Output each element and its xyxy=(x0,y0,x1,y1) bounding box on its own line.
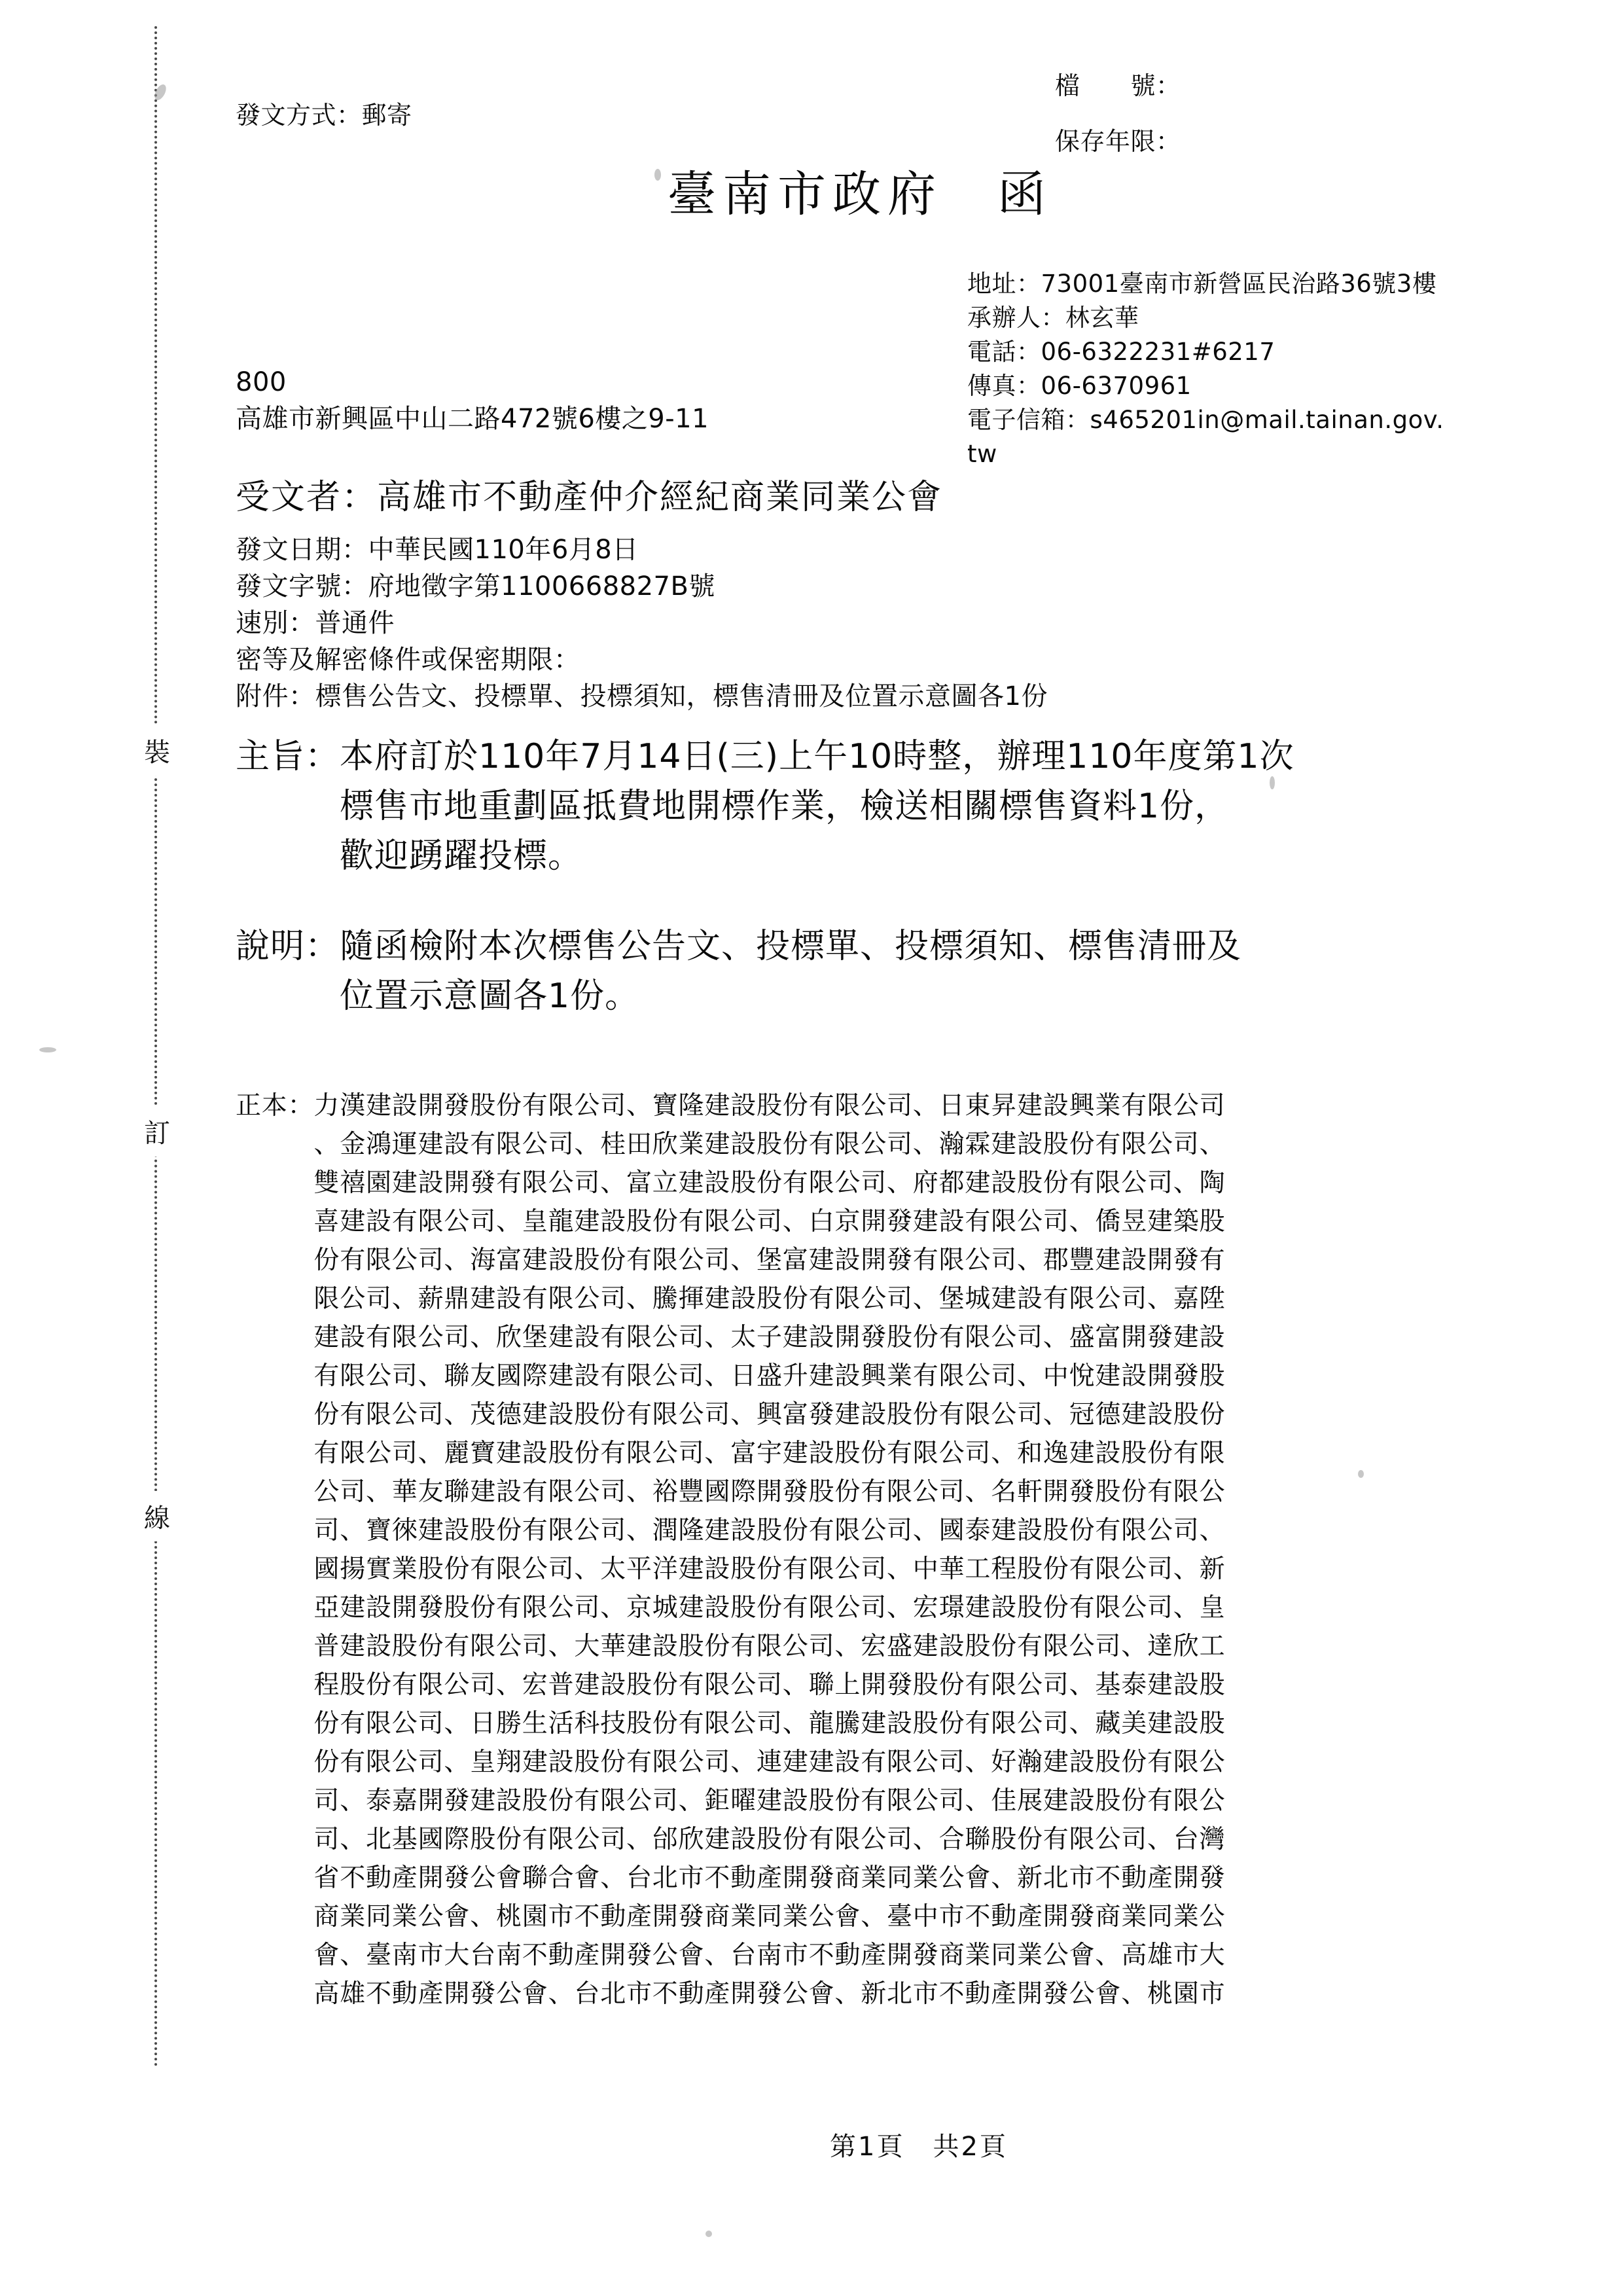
subject-line-1: 本府訂於110年7月14日(三)上午10時整，辦理110年度第1次 xyxy=(340,737,1294,776)
recipient-line: 受文者：高雄市不動產仲介經紀商業同業公會 xyxy=(236,478,943,517)
recipient-list-line: 有限公司、聯友國際建設有限公司、日盛升建設興業有限公司、中悅建設開發股 xyxy=(313,1361,1226,1391)
recipient-list-line: 公司、華友聯建設有限公司、裕豐國際開發股份有限公司、名軒開發股份有限公 xyxy=(313,1477,1226,1507)
recipient-address-line: 高雄市新興區中山二路472號6樓之9-11 xyxy=(236,404,709,434)
dispatch-number: 發文字號：府地徵字第1100668827B號 xyxy=(236,571,715,601)
document-meta-block xyxy=(236,531,1048,715)
recipient-list-line: 省不動產開發公會聯合會、台北市不動產開發商業同業公會、新北市不動產開發 xyxy=(313,1863,1226,1893)
recipient-list-line: 建設有限公司、欣堡建設有限公司、太子建設開發股份有限公司、盛富開發建設 xyxy=(313,1323,1226,1352)
recipient-list-line: 喜建設有限公司、皇龍建設股份有限公司、白京開發建設有限公司、僑昱建築股 xyxy=(313,1207,1226,1236)
scan-artifact xyxy=(654,169,661,181)
security-classification: 密等及解密條件或保密期限： xyxy=(236,645,580,675)
scan-artifact xyxy=(705,2231,712,2237)
original-copy-block xyxy=(236,1086,1558,2013)
recipient-list-line: 有限公司、麗寶建設股份有限公司、富宇建設股份有限公司、和逸建設股份有限 xyxy=(313,1439,1226,1468)
dispatch-date: 發文日期：中華民國110年6月8日 xyxy=(236,535,639,565)
explanation-line-2: 位置示意圖各1份。 xyxy=(340,977,640,1016)
recipient-list-line: 商業同業公會、桃園市不動產開發商業同業公會、臺中市不動產開發商業同業公 xyxy=(313,1902,1226,1931)
subject-label: 主旨： xyxy=(236,737,340,776)
original-copy-label: 正本： xyxy=(236,1091,314,1121)
file-number-label: 檔 號： xyxy=(1055,71,1181,100)
page-title: 臺南市政府 函 xyxy=(668,166,1052,223)
contact-email: 電子信箱：s465201in@mail.tainan.gov. xyxy=(967,406,1444,434)
page-number-footer: 第1頁 共2頁 xyxy=(830,2132,1008,2162)
dispatch-method-label: 發文方式：郵寄 xyxy=(236,101,412,130)
contact-block xyxy=(967,267,1444,471)
recipient-list-line: 力漢建設開發股份有限公司、寶隆建設股份有限公司、日東昇建設興業有限公司 xyxy=(313,1091,1226,1121)
contact-address: 地址：73001臺南市新營區民治路36號3樓 xyxy=(967,270,1437,298)
subject-block xyxy=(236,732,1544,881)
explanation-label: 說明： xyxy=(236,927,340,966)
recipient-list-line: 雙禧園建設開發有限公司、富立建設股份有限公司、府都建設股份有限公司、陶 xyxy=(313,1168,1226,1198)
speed-level: 速別：普通件 xyxy=(236,608,395,638)
recipient-list-line: 程股份有限公司、宏普建設股份有限公司、聯上開發股份有限公司、基泰建設股 xyxy=(313,1670,1226,1700)
recipient-postal-code: 800 xyxy=(236,367,287,397)
retention-period-label: 保存年限： xyxy=(1055,127,1181,156)
recipient-list-line: 高雄不動產開發公會、台北市不動產開發公會、新北市不動產開發公會、桃園市 xyxy=(313,1979,1226,2009)
recipient-list-line: 份有限公司、日勝生活科技股份有限公司、龍騰建設股份有限公司、藏美建設股 xyxy=(313,1709,1226,1738)
original-copy-list xyxy=(313,1086,1225,2013)
scan-artifact xyxy=(39,1047,56,1052)
recipient-list-line: 司、泰嘉開發建設股份有限公司、鉅曜建設股份有限公司、佳展建設股份有限公 xyxy=(313,1786,1226,1816)
attachment-line: 附件：標售公告文、投標單、投標須知，標售清冊及位置示意圖各1份 xyxy=(236,681,1048,711)
recipient-list-line: 司、北基國際股份有限公司、邰欣建設股份有限公司、合聯股份有限公司、台灣 xyxy=(313,1825,1226,1854)
recipient-list-line: 會、臺南市大台南不動產開發公會、台南市不動產開發商業同業公會、高雄市大 xyxy=(313,1941,1226,1970)
recipient-list-line: 限公司、薪鼎建設有限公司、騰揮建設股份有限公司、堡城建設有限公司、嘉陞 xyxy=(313,1284,1226,1314)
contact-fax: 傳真：06-6370961 xyxy=(967,372,1192,400)
contact-officer: 承辦人：林玄華 xyxy=(967,304,1139,332)
recipient-list-line: 份有限公司、茂德建設股份有限公司、興富發建設股份有限公司、冠德建設股份 xyxy=(313,1400,1226,1429)
contact-email-continued: tw xyxy=(967,440,997,468)
recipient-list-line: 份有限公司、海富建設股份有限公司、堡富建設開發有限公司、郡豐建設開發有 xyxy=(313,1246,1226,1275)
recipient-list-line: 國揚實業股份有限公司、太平洋建設股份有限公司、中華工程股份有限公司、新 xyxy=(313,1554,1226,1584)
recipient-list-line: 份有限公司、皇翔建設股份有限公司、連建建設有限公司、好瀚建設股份有限公 xyxy=(313,1748,1226,1777)
scan-artifact xyxy=(1358,1470,1364,1478)
recipient-list-line: 司、寶徠建設股份有限公司、潤隆建設股份有限公司、國泰建設股份有限公司、 xyxy=(313,1516,1226,1545)
binding-dotted-line xyxy=(154,26,160,2068)
binding-mark-ding: 訂 xyxy=(131,1106,183,1157)
binding-mark-zhuang: 裝 xyxy=(131,725,183,776)
subject-line-2: 標售市地重劃區抵費地開標作業，檢送相關標售資料1份， xyxy=(340,787,1230,826)
explanation-block xyxy=(236,922,1544,1021)
explanation-line-1: 隨函檢附本次標售公告文、投標單、投標須知、標售清冊及 xyxy=(340,927,1242,966)
recipient-list-line: 普建設股份有限公司、大華建設股份有限公司、宏盛建設股份有限公司、達欣工 xyxy=(313,1632,1226,1661)
recipient-list-line: 亞建設開發股份有限公司、京城建設股份有限公司、宏璟建設股份有限公司、皇 xyxy=(313,1593,1226,1623)
scan-artifact xyxy=(1270,776,1275,789)
subject-line-3: 歡迎踴躍投標。 xyxy=(340,836,583,876)
binding-mark-xian: 線 xyxy=(131,1491,183,1541)
contact-phone: 電話：06-6322231#6217 xyxy=(967,338,1275,366)
recipient-list-line: 、金鴻運建設有限公司、桂田欣業建設股份有限公司、瀚霖建設股份有限公司、 xyxy=(313,1130,1226,1159)
